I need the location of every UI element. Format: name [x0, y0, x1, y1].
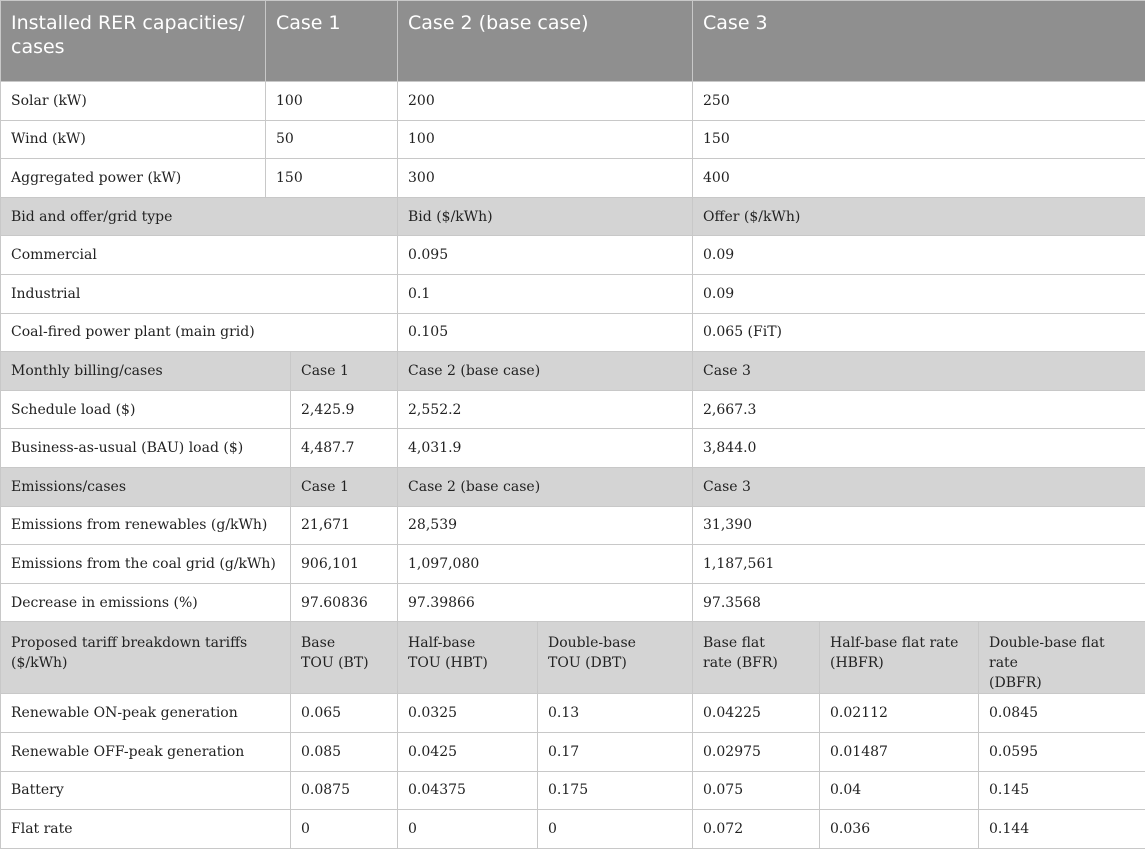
cell-dbt: 0: [538, 810, 693, 849]
row-label: Wind (kW): [1, 120, 266, 159]
cell-case-1: 150: [266, 159, 398, 198]
table-row: [1, 771, 1145, 810]
row-label: Aggregated power (kW): [1, 159, 266, 198]
cell-dbfr: 0.145: [979, 771, 1145, 810]
cell-hbt: 0.0325: [398, 694, 538, 733]
cell-bid: 0.1: [398, 274, 693, 313]
row-label: Emissions from renewables (g/kWh): [1, 506, 291, 545]
cell-case-3: 3,844.0: [693, 429, 1145, 468]
cell-case-1: 100: [266, 82, 398, 121]
header-case-3: Case 3: [693, 352, 1145, 391]
cell-case-3: 150: [693, 120, 1145, 159]
header-dbfr: Double-base flat rate (DBFR): [979, 622, 1145, 694]
row-label: Renewable OFF-peak generation: [1, 732, 291, 771]
cell-case-3: 97.3568: [693, 583, 1145, 622]
table-row: [1, 694, 1145, 733]
section-header-billing: [1, 352, 1145, 391]
row-label: Solar (kW): [1, 82, 266, 121]
cell-case-1: 4,487.7: [291, 429, 398, 468]
row-label: Coal-fired power plant (main grid): [1, 313, 398, 352]
cell-case-1: 906,101: [291, 545, 398, 584]
cell-case-2: 200: [398, 82, 693, 121]
cell-bt: 0.085: [291, 732, 398, 771]
header-offer: Offer ($/kWh): [693, 197, 1145, 236]
header-hbfr: Half-base flat rate (HBFR): [820, 622, 979, 694]
section-label: Monthly billing/cases: [1, 352, 291, 391]
cell-dbfr: 0.144: [979, 810, 1145, 849]
cell-case-3: 2,667.3: [693, 390, 1145, 429]
cell-bid: 0.095: [398, 236, 693, 275]
table-header-row: [1, 1, 1145, 82]
table-row: [1, 506, 1145, 545]
section-label: Bid and offer/grid type: [1, 197, 398, 236]
row-label: Commercial: [1, 236, 398, 275]
cell-hbfr: 0.01487: [820, 732, 979, 771]
cell-bfr: 0.075: [693, 771, 820, 810]
cell-case-1: 97.60836: [291, 583, 398, 622]
header-bt: Base TOU (BT): [291, 622, 398, 694]
section-header-emissions: [1, 467, 1145, 506]
table-row: [1, 732, 1145, 771]
cell-case-2: 100: [398, 120, 693, 159]
section-label: Proposed tariff breakdown tariffs ($/kWh): [1, 622, 291, 694]
table-row: [1, 810, 1145, 849]
cell-hbt: 0: [398, 810, 538, 849]
cell-bt: 0: [291, 810, 398, 849]
cell-hbt: 0.04375: [398, 771, 538, 810]
header-case-2: Case 2 (base case): [398, 352, 693, 391]
cell-case-2: 4,031.9: [398, 429, 693, 468]
row-label: Flat rate: [1, 810, 291, 849]
cell-bfr: 0.04225: [693, 694, 820, 733]
table-row: [1, 159, 1145, 198]
cell-bt: 0.065: [291, 694, 398, 733]
row-label: Schedule load ($): [1, 390, 291, 429]
cell-dbt: 0.17: [538, 732, 693, 771]
table-row: [1, 313, 1145, 352]
cell-case-2: 97.39866: [398, 583, 693, 622]
cell-bt: 0.0875: [291, 771, 398, 810]
cell-case-2: 1,097,080: [398, 545, 693, 584]
header-case-2: Case 2 (base case): [398, 467, 693, 506]
cell-bid: 0.105: [398, 313, 693, 352]
cell-case-3: 31,390: [693, 506, 1145, 545]
table-row: [1, 274, 1145, 313]
table-row: [1, 82, 1145, 121]
cell-dbt: 0.175: [538, 771, 693, 810]
header-case-1: Case 1: [291, 467, 398, 506]
header-hbt: Half-base TOU (HBT): [398, 622, 538, 694]
row-label: Emissions from the coal grid (g/kWh): [1, 545, 291, 584]
cell-offer: 0.09: [693, 236, 1145, 275]
table-row: [1, 545, 1145, 584]
table-row: [1, 120, 1145, 159]
cell-case-2: 300: [398, 159, 693, 198]
header-case-3: Case 3: [693, 1, 1145, 82]
cell-case-3: 1,187,561: [693, 545, 1145, 584]
header-case-1: Case 1: [291, 352, 398, 391]
section-header-bid-offer: [1, 197, 1145, 236]
table-row: [1, 390, 1145, 429]
cell-case-1: 2,425.9: [291, 390, 398, 429]
cell-offer: 0.065 (FiT): [693, 313, 1145, 352]
header-installed-rer: Installed RER capacities/ cases: [1, 1, 266, 82]
header-bid: Bid ($/kWh): [398, 197, 693, 236]
cell-offer: 0.09: [693, 274, 1145, 313]
cell-case-2: 2,552.2: [398, 390, 693, 429]
cell-hbt: 0.0425: [398, 732, 538, 771]
cell-hbfr: 0.036: [820, 810, 979, 849]
header-case-3: Case 3: [693, 467, 1145, 506]
cell-hbfr: 0.04: [820, 771, 979, 810]
table-row: [1, 236, 1145, 275]
row-label: Renewable ON-peak generation: [1, 694, 291, 733]
cell-case-1: 50: [266, 120, 398, 159]
header-case-2: Case 2 (base case): [398, 1, 693, 82]
row-label: Industrial: [1, 274, 398, 313]
cell-dbfr: 0.0595: [979, 732, 1145, 771]
table-row: [1, 583, 1145, 622]
table-row: [1, 429, 1145, 468]
cell-bfr: 0.02975: [693, 732, 820, 771]
row-label: Battery: [1, 771, 291, 810]
header-bfr: Base flat rate (BFR): [693, 622, 820, 694]
header-dbt: Double-base TOU (DBT): [538, 622, 693, 694]
row-label: Decrease in emissions (%): [1, 583, 291, 622]
cell-case-3: 250: [693, 82, 1145, 121]
cell-case-3: 400: [693, 159, 1145, 198]
row-label: Business-as-usual (BAU) load ($): [1, 429, 291, 468]
cell-case-1: 21,671: [291, 506, 398, 545]
section-header-tariffs: [1, 622, 1145, 694]
cell-dbfr: 0.0845: [979, 694, 1145, 733]
cell-bfr: 0.072: [693, 810, 820, 849]
cell-dbt: 0.13: [538, 694, 693, 733]
cell-case-2: 28,539: [398, 506, 693, 545]
header-case-1: Case 1: [266, 1, 398, 82]
section-label: Emissions/cases: [1, 467, 291, 506]
cell-hbfr: 0.02112: [820, 694, 979, 733]
